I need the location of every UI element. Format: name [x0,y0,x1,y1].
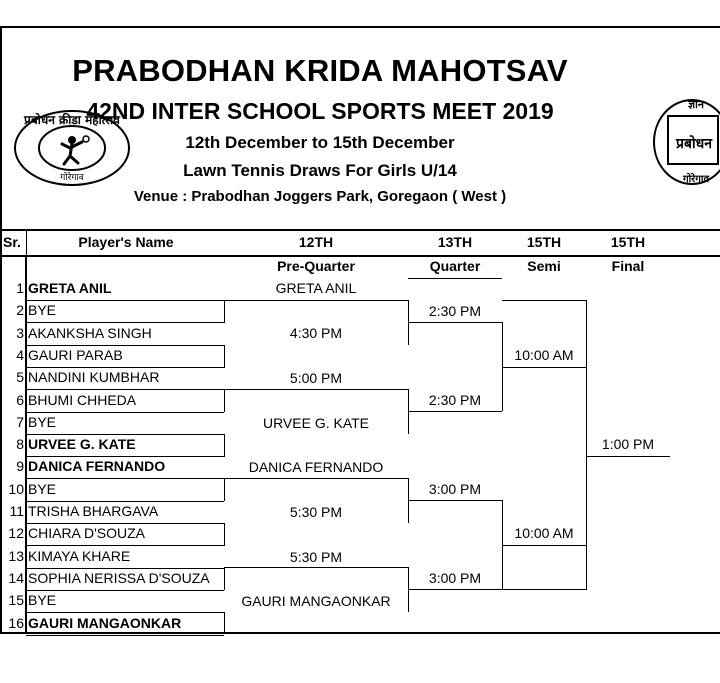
round-pre-quarter: Pre-Quarter [277,258,355,274]
player-name: TRISHA BHARGAVA [28,503,159,519]
pq-match-7: 5:30 PM [289,549,343,565]
prabodhan-logo [652,92,720,192]
logo-right-top: ज्ञान [687,98,705,111]
player-row-line [26,300,224,301]
player-name: DANICA FERNANDO [28,458,166,475]
bracket-line [224,567,408,568]
player-name: KIMAYA KHARE [28,547,131,564]
bracket-line [224,389,225,412]
col-player-name: Player's Name [78,234,174,250]
player-sr: 16 [8,614,24,631]
bracket-line [586,300,587,456]
player-sr: 12 [8,525,24,542]
page-subtitle: 42ND INTER SCHOOL SPORTS MEET 2019 [86,98,554,124]
bracket-line [502,300,586,301]
logo-right-main: प्रबोधन [676,136,712,152]
col-15th-semi: 15TH [526,234,562,250]
player-name: GAURI PARAB [28,346,123,363]
player-sr: 8 [16,436,24,453]
player-row-line [26,367,224,368]
player-row-line [26,590,224,591]
col-12th: 12TH [298,234,334,250]
qf-match-3: 3:00 PM [428,481,482,497]
final-match: 1:00 PM [601,436,655,452]
pq-match-5: DANICA FERNANDO [248,459,384,475]
player-sr: 6 [16,391,24,408]
player-row-line [26,322,224,323]
pq-match-6: 5:30 PM [289,504,343,520]
event-venue: Venue : Prabodhan Joggers Park, Goregaon ( West ) [133,188,507,205]
logo-left-text: प्रबोधन क्रीडा महोत्सव [24,113,120,127]
player-sr: 4 [16,346,24,363]
sr-name-divider [25,256,27,633]
player-sr: 7 [16,413,24,430]
player-name: BYE [28,592,57,609]
player-name: GRETA ANIL [28,280,112,296]
player-row-line [26,456,224,457]
bracket-line [224,478,225,501]
pq-match-8: GAURI MANGAONKAR [241,593,391,609]
player-sr: 5 [16,369,24,386]
event-name: Lawn Tennis Draws For Girls U/14 [183,161,457,180]
bracket-line [502,589,586,590]
bracket-line [502,545,586,546]
pq-match-3: 5:00 PM [289,370,343,386]
player-row-line [26,501,224,502]
player-row-line [26,389,224,390]
player-sr: 13 [8,547,24,564]
qf-match-4: 3:00 PM [428,570,482,586]
player-sr: 11 [9,503,24,519]
player-row-line [26,345,224,346]
bracket-line [586,456,587,590]
pq-match-2: 4:30 PM [289,325,343,341]
player-row-line [26,545,224,546]
bracket-line [224,567,225,590]
bracket-line [408,589,502,590]
round-final: Final [611,258,645,274]
player-row-line [26,434,224,435]
sf-match-2: 10:00 AM [514,525,574,541]
player-name: NANDINI KUMBHAR [28,369,160,386]
player-name: BYE [28,302,57,319]
sf-match-1: 10:00 AM [514,347,574,363]
player-name: URVEE G. KATE [28,436,136,453]
page-title: PRABODHAN KRIDA MAHOTSAV [72,53,568,88]
pq-match-1: GRETA ANIL [275,280,357,296]
player-name: BHUMI CHHEDA [28,391,137,408]
quarter-underline [408,278,502,279]
event-dates: 12th December to 15th December [185,133,455,152]
player-row-line [26,412,224,413]
player-row-line [26,568,224,569]
round-quarter: Quarter [429,258,481,274]
player-sr: 3 [16,324,24,341]
bracket-line [408,322,502,323]
logo-right-bottom: गोरेगाव [682,174,710,185]
qf-match-2: 2:30 PM [428,392,482,408]
bracket-line [224,478,408,479]
pq-match-4: URVEE G. KATE [262,415,370,431]
player-sr: 14 [8,569,24,586]
bracket-line [224,345,225,368]
logo-left-bottom: गोरेगाव [60,173,84,183]
bracket-line [408,411,502,412]
player-sr: 9 [16,458,24,475]
bracket-line [502,367,586,368]
col-13th: 13TH [437,234,473,250]
hdr-divider [26,231,27,256]
player-name: SOPHIA NERISSA D'SOUZA [28,569,210,586]
header-separator [0,229,720,231]
player-row-line [26,478,224,479]
player-name: GAURI MANGAONKAR [28,614,182,631]
player-sr: 10 [8,480,24,497]
player-sr: 1 [16,280,24,296]
bracket-line [224,523,225,546]
col-15th-final: 15TH [610,234,646,250]
player-row-line [26,635,224,636]
col-sr: Sr. [3,234,21,250]
bracket-line [224,434,225,457]
player-sr: 15 [8,592,24,609]
player-row-line [26,523,224,524]
player-name: BYE [28,413,57,430]
player-name: BYE [28,480,57,497]
bracket-line [408,500,502,501]
qf-match-1: 2:30 PM [428,303,482,319]
bracket-line [224,300,408,301]
player-name: CHIARA D'SOUZA [28,525,146,542]
frame-top [0,26,720,28]
bracket-line [224,300,225,323]
player-sr: 2 [16,302,24,319]
bracket-line [224,612,225,633]
player-row-line [26,612,224,613]
bracket-line [586,456,670,457]
header-bottom-line [0,255,720,257]
round-semi: Semi [527,258,561,274]
bracket-line [224,389,408,390]
player-name: AKANKSHA SINGH [28,324,152,341]
